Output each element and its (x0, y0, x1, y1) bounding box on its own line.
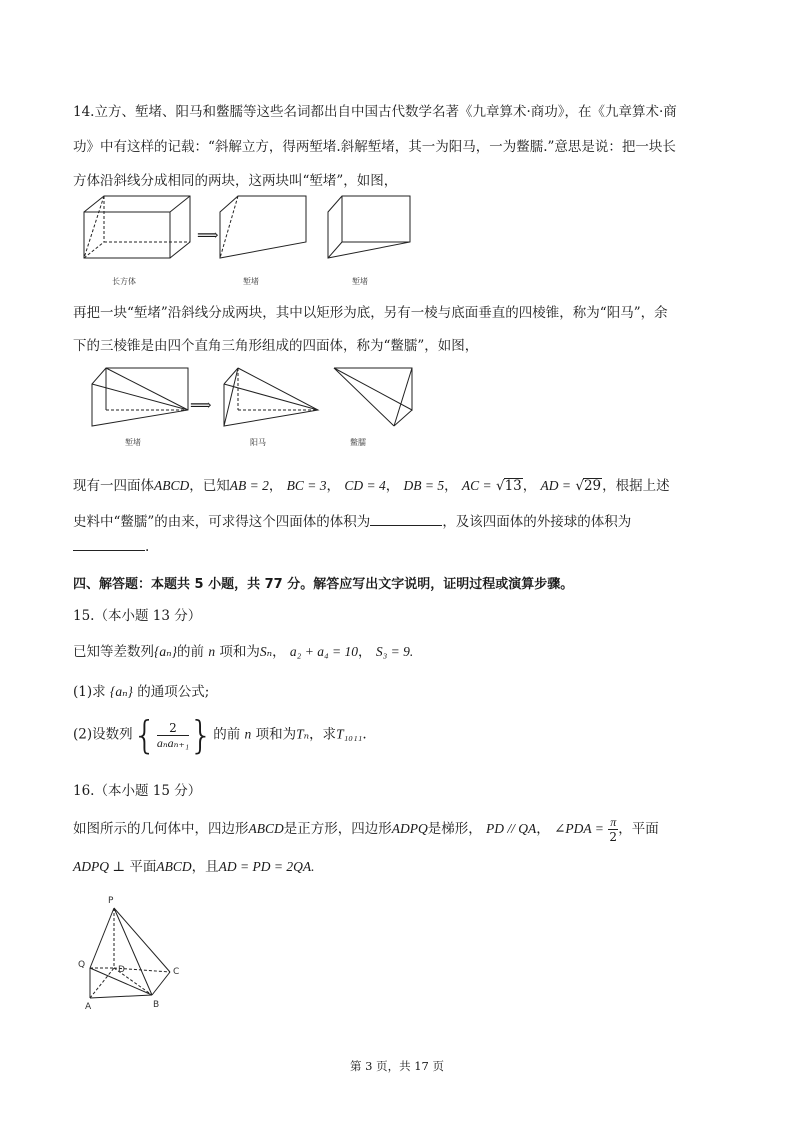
vertex-label-c: C (173, 967, 180, 977)
q14-line4: 再把一块“堑堵”沿斜线分成两块，其中以矩形为底，另有一棱与底面垂直的四棱锥，称为“阳马”，余 (73, 305, 668, 321)
two: 2 (609, 830, 618, 844)
vertex-label-b: B (153, 1000, 160, 1010)
q14-line8 (73, 538, 149, 555)
adpq: ADPQ (391, 821, 428, 836)
figure-qiandu-split (88, 364, 428, 438)
arrow-icon-2: ⟹ (190, 396, 212, 414)
adpq-perp: ADPQ ⊥ (73, 859, 126, 874)
caption-qiandu-3: 堑堵 (125, 438, 141, 447)
ad-lhs: AD = (540, 478, 572, 493)
q14-line3: 方体沿斜线分成相同的两块，这两块叫“堑堵”，如图， (73, 173, 398, 189)
equal-lengths: AD = PD = 2QA. (218, 859, 315, 874)
ac-lhs: AC = (461, 478, 492, 493)
ac-radicand: 13 (504, 478, 522, 494)
vertex-label-d: D (118, 965, 125, 975)
q16-line2 (73, 855, 314, 875)
q14-line6: 现有一四面体ABCD，已知AB = 2， BC = 3， CD = 4， DB = 5， AC = √13， AD = √29，根据上述 (73, 478, 670, 494)
answer-blank-sphere[interactable] (73, 538, 145, 551)
text: . (145, 539, 150, 555)
cd-value: CD = 4 (344, 478, 386, 493)
text: 的通项公式; (137, 684, 210, 700)
q15-part1 (73, 680, 209, 700)
text: ，求 (309, 726, 337, 743)
vertex-label-p: P (108, 896, 114, 906)
frac-num: 2 (157, 721, 189, 736)
text: ，平面 (618, 821, 659, 837)
tn: Tₙ (296, 726, 310, 742)
text: ，且 (191, 859, 219, 875)
vertex-label-a: A (85, 1002, 92, 1012)
sep: ， (385, 478, 400, 494)
sep: ， (444, 478, 458, 494)
q14-line7 (73, 510, 631, 530)
q16-header: 16.（本小题 15 分） (73, 783, 202, 799)
vertex-label-q: Q (78, 960, 86, 970)
left-brace: { (132, 713, 157, 757)
caption-cuboid: 长方体 (112, 277, 136, 286)
cond2: S₃ = 9. (375, 644, 414, 659)
n-var: n (244, 726, 252, 742)
text: ，及该四面体的外接球的体积为 (442, 514, 632, 530)
q15-stem: 已知等差数列{aₙ}的前 n 项和为Sₙ， a₂ + a₄ = 10， S₃ = 9. (73, 644, 414, 660)
seq: {aₙ} (109, 684, 133, 699)
n-var: n (208, 644, 216, 659)
pi-fraction (608, 815, 618, 844)
ad-radicand: 29 (583, 478, 602, 494)
text: 是梯形， (427, 821, 482, 837)
text: 的前 (213, 726, 241, 743)
section-heading: 四、解答题：本题共 5 小题，共 77 分。解答应写出文字说明，证明过程或演算步骤。 (73, 577, 574, 592)
q14-line2: 功》中有这样的记载：“斜解立方，得两堑堵.斜解堑堵，其一为阳马，一为鳖臑.”意思是说：把一块长 (73, 139, 676, 155)
t1011: T₁₀₁₁ (336, 726, 363, 742)
sep: ， (522, 478, 537, 494)
q16-stem: 如图所示的几何体中，四边形ABCD是正方形，四边形ADPQ是梯形， PD // QA， ∠PDA = $\frac{\pi}{2}$ ，平面 (73, 815, 659, 844)
text: (2)设数列 (73, 726, 133, 743)
page-footer: 第 3 页，共 17 页 (349, 1059, 445, 1073)
text: 是正方形，四边形 (283, 821, 392, 837)
fraction (157, 721, 189, 750)
q15-header: 15.（本小题 13 分） (73, 608, 202, 624)
abcd: ABCD (248, 821, 284, 836)
frac-den: aₙaₙ₊₁ (156, 735, 190, 750)
tetra-label: ABCD (154, 478, 190, 493)
text: 现有一四面体 (73, 478, 154, 494)
answer-blank-volume[interactable] (370, 513, 442, 526)
text: 史料中“鳖臑”的由来，可求得这个四面体的体积为 (73, 514, 371, 530)
sep: ， (268, 478, 283, 494)
db-value: DB = 5 (403, 478, 445, 493)
text: 如图所示的几何体中，四边形 (73, 821, 249, 837)
caption-qiandu-1: 堑堵 (243, 277, 259, 286)
cond1: a₂ + a₄ = 10 (289, 644, 359, 659)
pi: π (610, 815, 617, 829)
angle: ∠PDA = (554, 821, 604, 836)
q14-line5: 下的三棱锥是由四个直角三角形组成的四面体，称为“鳖臑”，如图， (73, 338, 479, 354)
parallel: PD // QA (486, 821, 537, 836)
abcd: ABCD (156, 859, 192, 874)
q15-part2 (73, 713, 367, 757)
caption-yangma: 阳马 (250, 438, 266, 447)
caption-bienao: 鳖臑 (350, 438, 366, 447)
sn: Sₙ (259, 644, 273, 659)
text: 平面 (129, 859, 157, 875)
q14-line1: 14.立方、堑堵、阳马和鳖臑等这些名词都出自中国古代数学名著《九章算术·商功》，在《九章算术·商 (73, 104, 677, 120)
ab-value: AB = 2 (229, 478, 269, 493)
arrow-icon: ⟹ (197, 226, 219, 244)
caption-qiandu-2: 堑堵 (352, 277, 368, 286)
text: 项和为 (219, 644, 260, 660)
text: 的前 (177, 644, 205, 660)
sep: ， (326, 478, 341, 494)
right-brace: } (189, 713, 214, 757)
text: 项和为 (255, 726, 297, 743)
figure-cuboid-split (80, 190, 420, 265)
text: . (362, 726, 367, 743)
text: (1)求 (73, 684, 106, 700)
text: 已知等差数列 (73, 644, 154, 660)
bc-value: BC = 3 (286, 478, 327, 493)
seq: {aₙ} (154, 644, 178, 659)
text: ，根据上述 (602, 478, 670, 494)
figure-solid-pqabcd (74, 898, 194, 1018)
text: ，已知 (189, 478, 230, 494)
